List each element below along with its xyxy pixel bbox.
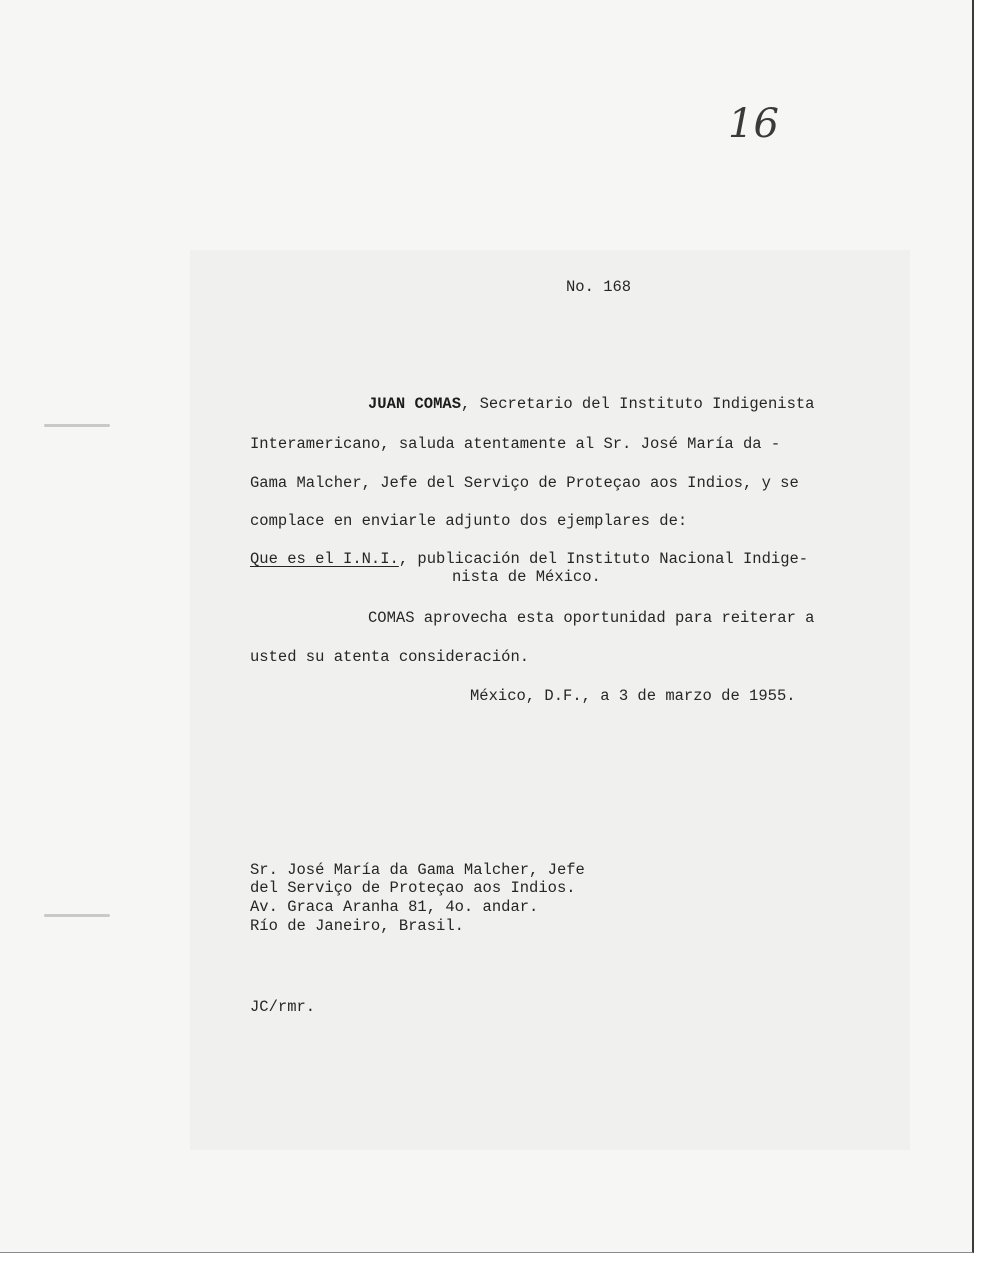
address-line-4: Río de Janeiro, Brasil.: [250, 917, 464, 935]
address-line-2: del Serviço de Proteçao aos Indios.: [250, 879, 576, 897]
body-line-1-text: , Secretario del Instituto Indigenista: [461, 395, 815, 413]
closing-line-2: usted su atenta consideración.: [250, 648, 530, 666]
scan-margin-right: [975, 0, 989, 1253]
date-line: México, D.F., a 3 de marzo de 1955.: [470, 687, 796, 705]
initials: JC/rmr.: [250, 998, 316, 1016]
publication-line-2: nista de México.: [452, 568, 601, 586]
publication-description: , publicación del Instituto Nacional Indige-: [398, 550, 809, 568]
punch-hole-mark: [44, 914, 110, 917]
scan-margin-bottom: [0, 1253, 989, 1280]
body-line-3: Gama Malcher, Jefe del Serviço de Proteçao aos Indios, y se: [250, 474, 799, 492]
punch-hole-mark: [44, 424, 110, 427]
publication-line: [250, 552, 808, 568]
closing-line-1: COMAS aprovecha esta oportunidad para reiterar a: [368, 609, 815, 627]
handwritten-page-number: 16: [728, 101, 779, 147]
publication-title: Que es el I.N.I.: [250, 550, 399, 568]
body-line-2: Interamericano, saluda atentamente al Sr. José María da -: [250, 435, 781, 453]
address-line-3: Av. Graca Aranha 81, 4o. andar.: [250, 898, 539, 916]
sender-name: JUAN COMAS: [368, 395, 462, 413]
document-number: No. 168: [566, 278, 632, 296]
address-line-1: Sr. José María da Gama Malcher, Jefe: [250, 861, 585, 879]
body-line-1: [368, 397, 814, 413]
body-line-4: complace en enviarle adjunto dos ejemplares de:: [250, 512, 688, 530]
